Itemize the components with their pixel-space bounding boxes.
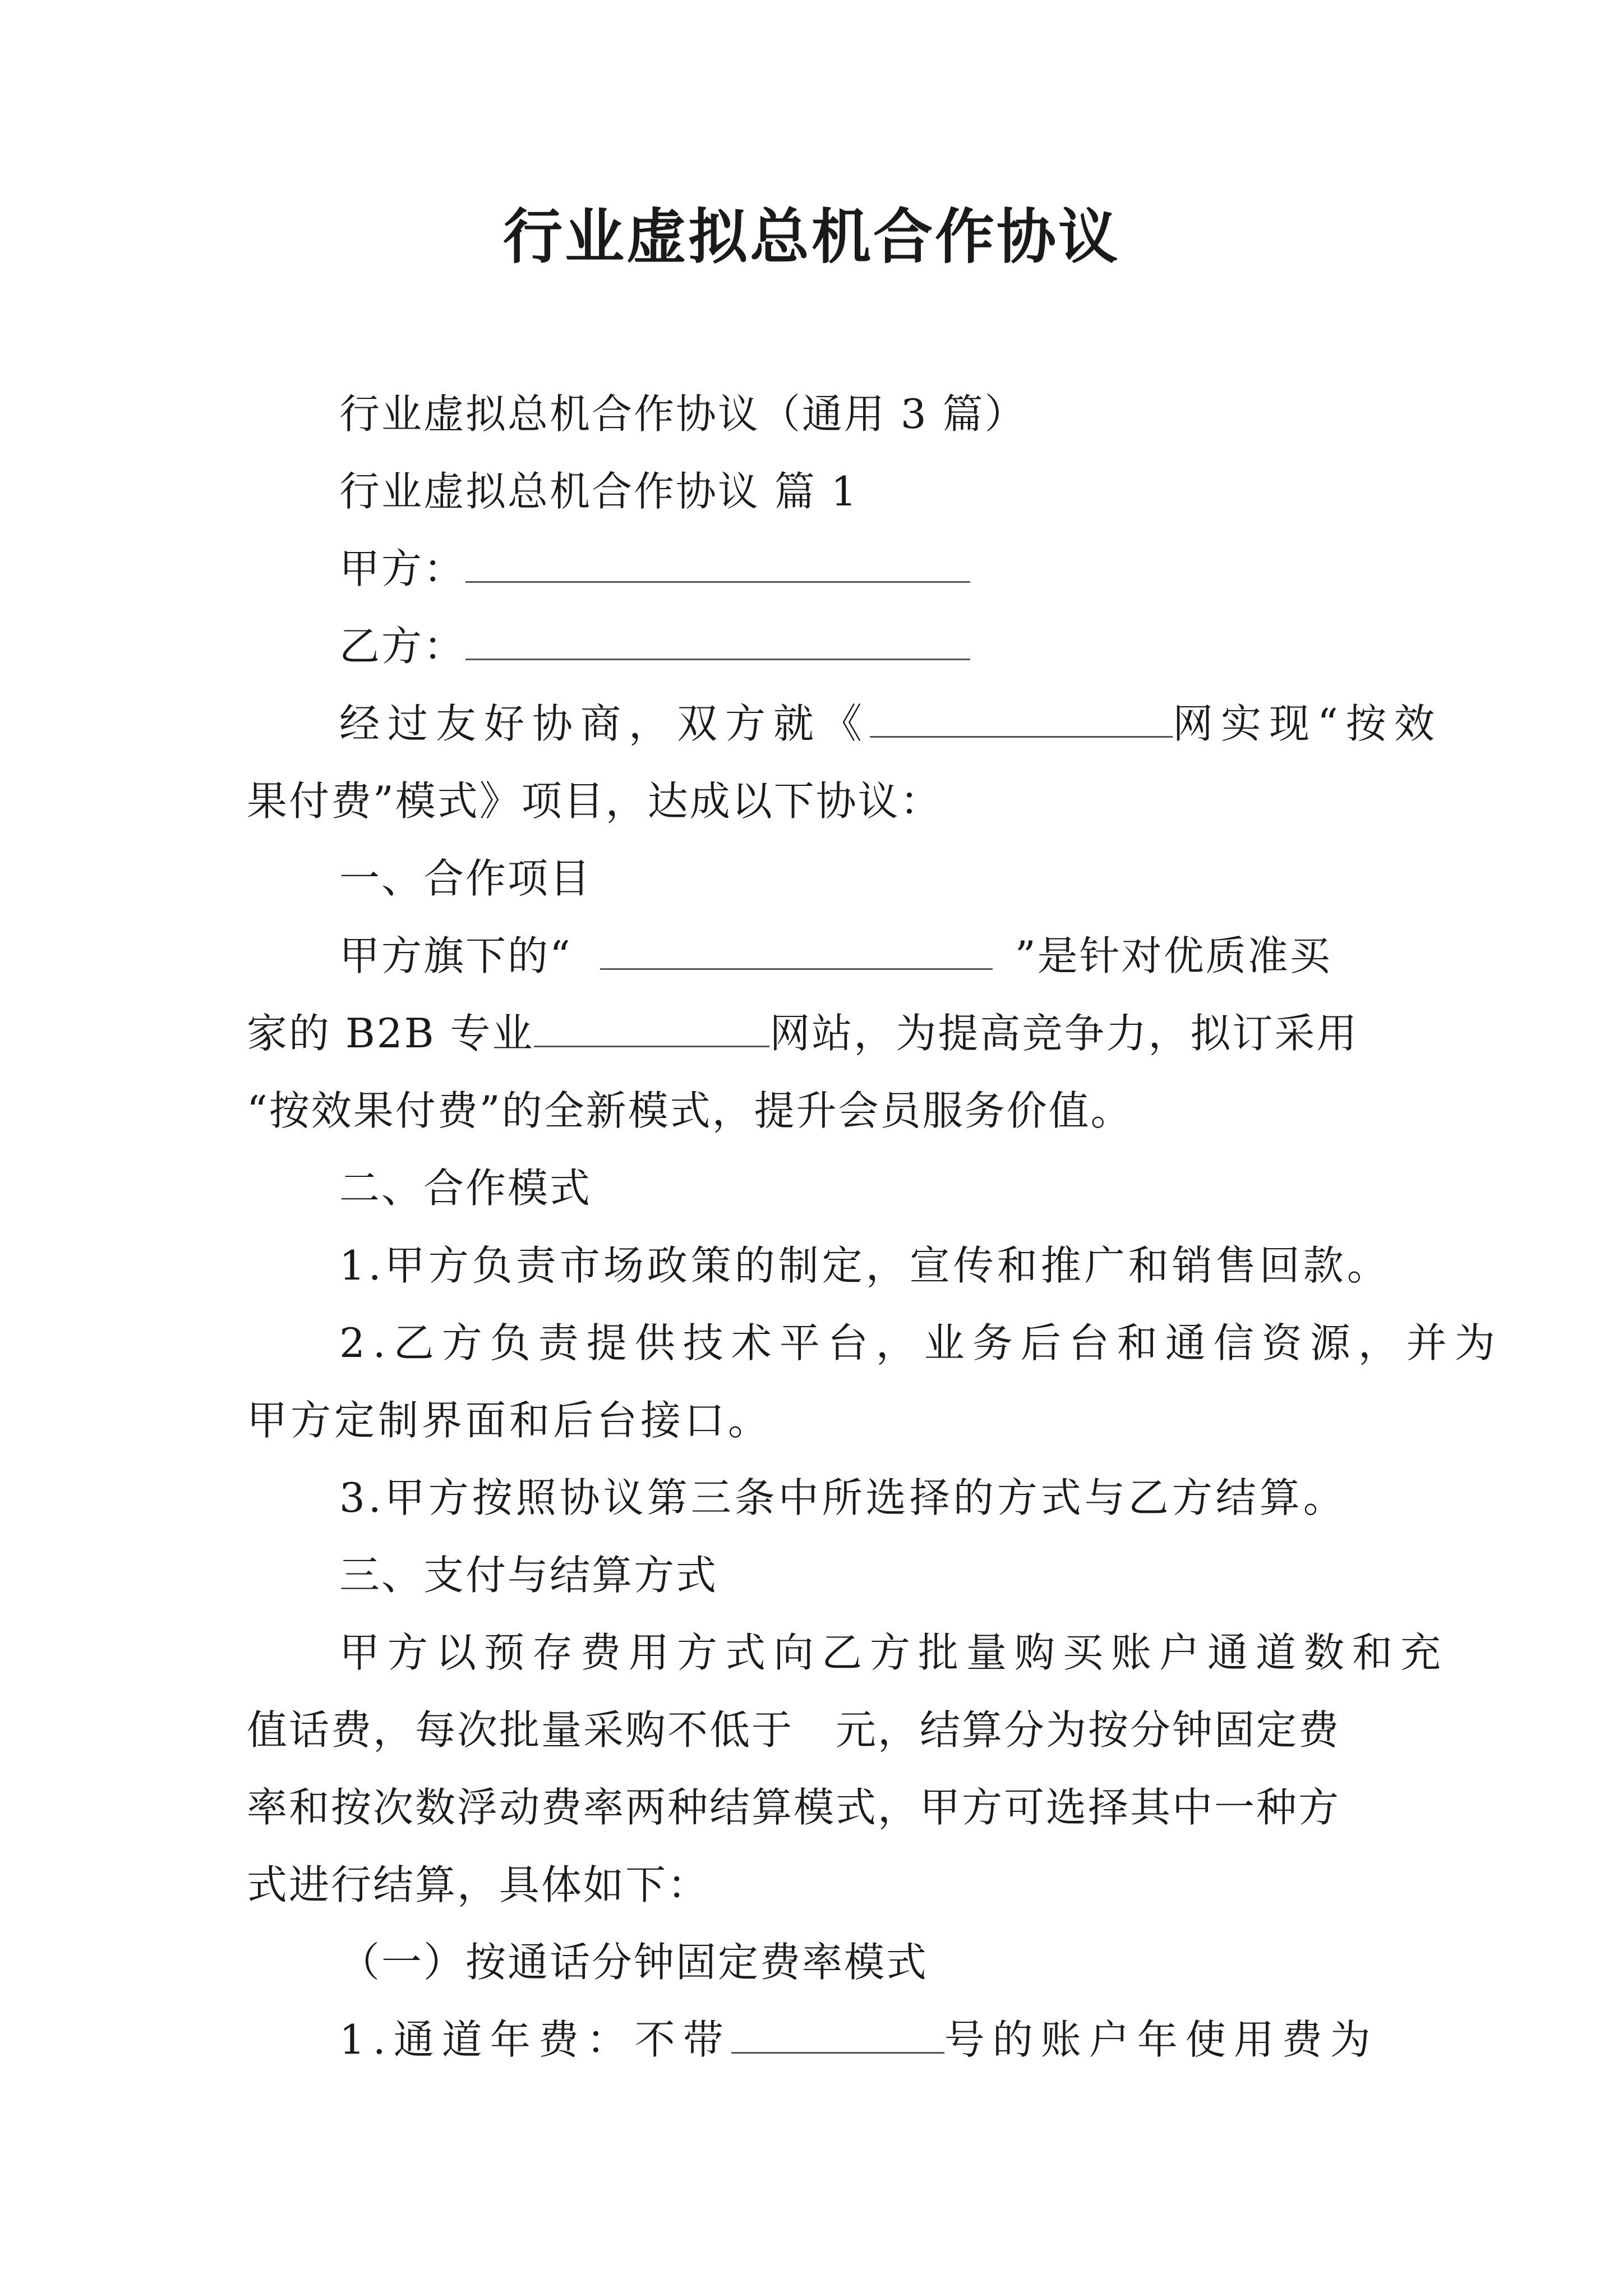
party-a-blank (465, 542, 970, 583)
sub-1-item-1-text-b: 号的账户年使用费为 (944, 2016, 1378, 2063)
section-1-line-2 (247, 1005, 1358, 1061)
section-3-sub-1-item-1 (339, 2012, 1378, 2068)
section-3-line-2: 值话费，每次批量采购不低于 元，结算分为按分钟固定费 (247, 1706, 1341, 1754)
part-heading: 行业虚拟总机合作协议 篇 1 (339, 468, 859, 515)
intro-text-1a: 经过友好协商，双方就《 (339, 700, 870, 747)
section-1-text-2a: 家的 B2B 专业 (247, 1010, 534, 1057)
party-a-line (339, 541, 970, 597)
section-1-line-1 (339, 928, 1332, 984)
section-3-subheading-1: （一）按通话分钟固定费率模式 (339, 1939, 929, 1986)
section-2-item-1: 1.甲方负责市场政策的制定，宣传和推广和销售回款。 (339, 1242, 1391, 1289)
intro-line-1 (339, 696, 1442, 752)
section-1-heading: 一、合作项目 (339, 855, 592, 902)
section-2-item-2-line-1: 2.乙方负责提供技术平台，业务后台和通信资源，并为 (339, 1319, 1503, 1366)
intro-project-blank (870, 697, 1173, 738)
sub-1-item-1-text-a: 1.通道年费：不带 (339, 2016, 731, 2063)
intro-line-2: 果付费”模式》项目，达成以下协议： (247, 777, 942, 825)
document-subtitle: 行业虚拟总机合作协议（通用 3 篇） (339, 390, 1027, 438)
section-1-text-1b: ”是针对优质准买 (1015, 932, 1332, 979)
party-a-label: 甲方： (339, 545, 466, 592)
sub-1-item-1-blank (731, 2013, 944, 2054)
party-b-blank (465, 619, 970, 660)
party-b-label: 乙方： (339, 623, 466, 670)
section-3-line-1: 甲方以预存费用方式向乙方批量购买账户通道数和充 (339, 1629, 1449, 1676)
party-b-line (339, 618, 970, 674)
section-3-line-4: 式进行结算，具体如下： (247, 1861, 710, 1908)
intro-text-1b: 网实现“按效 (1173, 700, 1442, 747)
section-2-item-2-line-2: 甲方定制界面和后台接口。 (247, 1397, 772, 1444)
section-1-text-2b: 网站，为提高竞争力，拟订采用 (769, 1010, 1359, 1057)
section-1-name-blank (600, 929, 993, 970)
section-1-text-1a: 甲方旗下的“ (339, 932, 572, 979)
document-title: 行业虚拟总机合作协议 (503, 201, 1120, 272)
section-1-field-blank (534, 1006, 769, 1047)
section-2-item-3: 3.甲方按照协议第三条中所选择的方式与乙方结算。 (339, 1474, 1347, 1521)
section-1-line-3: “按效果付费”的全新模式，提升会员服务价值。 (247, 1087, 1133, 1134)
section-2-heading: 二、合作模式 (339, 1165, 592, 1212)
section-3-line-3: 率和按次数浮动费率两种结算模式，甲方可选择其中一种方 (247, 1784, 1341, 1831)
section-3-heading: 三、支付与结算方式 (339, 1552, 718, 1599)
